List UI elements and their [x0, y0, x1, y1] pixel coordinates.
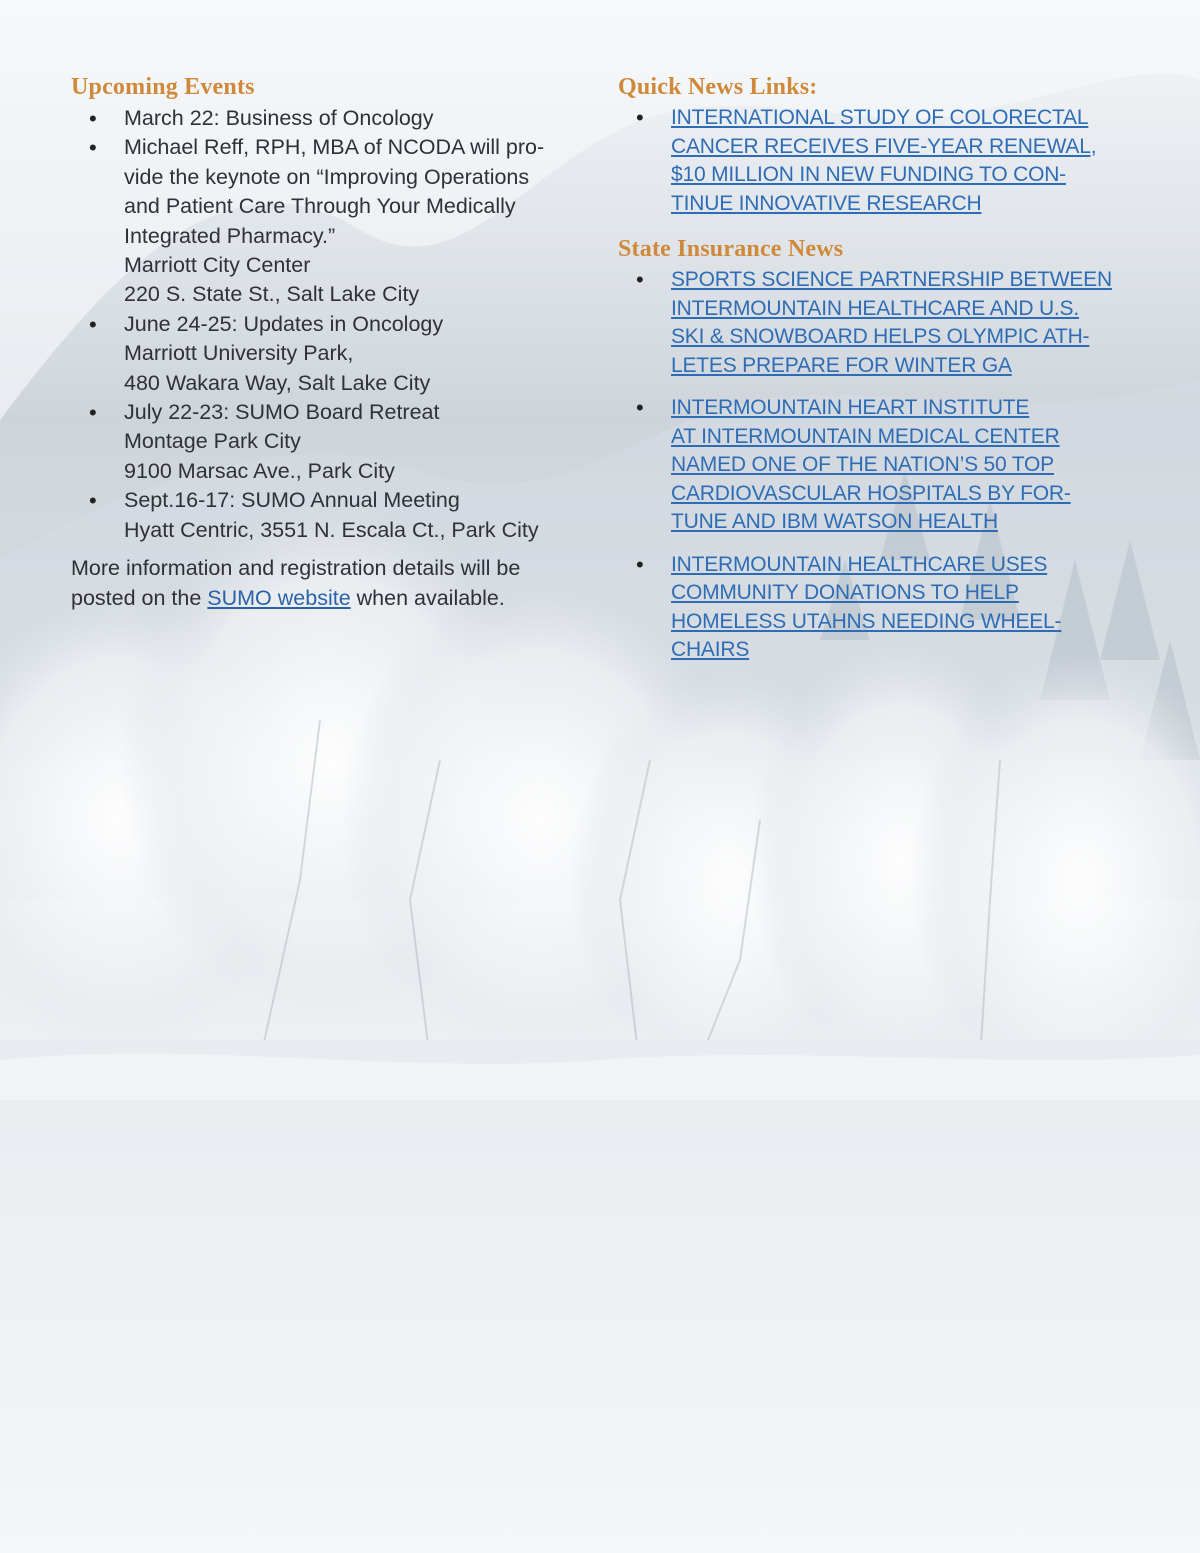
- link-line: INTERMOUNTAIN HEART INSTITUTE: [671, 396, 1030, 419]
- link-line: TINUE INNOVATIVE RESEARCH: [671, 191, 982, 215]
- news-section: [618, 70, 1163, 665]
- event-line: and Patient Care Through Your Medically: [124, 194, 516, 219]
- event-line: 9100 Marsac Ave., Park City: [124, 458, 395, 483]
- link-line: COMMUNITY DONATIONS TO HELP: [671, 581, 1019, 604]
- news-item: [618, 551, 1163, 665]
- more-info-prefix: posted on the: [71, 586, 208, 611]
- link-line: CARDIOVASCULAR HOSPITALS BY FOR-: [671, 481, 1071, 505]
- link-line: SPORTS SCIENCE PARTNERSHIP BETWEEN: [671, 268, 1112, 291]
- event-line: • March 22: Business of Oncology: [124, 106, 434, 130]
- state-insurance-list: [618, 266, 1163, 665]
- event-line: Hyatt Centric, 3551 N. Escala Ct., Park City: [124, 517, 539, 542]
- upcoming-events-heading: Upcoming Events: [71, 74, 255, 100]
- news-item: [618, 266, 1163, 380]
- link-line: CANCER RECEIVES FIVE-YEAR RENEWAL,: [671, 134, 1097, 158]
- news-item: [618, 104, 1163, 218]
- event-item: [71, 310, 586, 398]
- event-item: [71, 104, 586, 133]
- event-line: Integrated Pharmacy.”: [124, 223, 336, 248]
- link-line: HOMELESS UTAHNS NEEDING WHEEL-: [671, 609, 1062, 633]
- event-item: [71, 486, 586, 545]
- section-gap: [618, 218, 1163, 232]
- link-line: INTERMOUNTAIN HEALTHCARE USES: [671, 552, 1048, 576]
- state-insurance-heading: State Insurance News: [618, 236, 844, 262]
- more-info-suffix: when available.: [350, 586, 505, 611]
- link-line: LETES PREPARE FOR WINTER GA: [671, 353, 1012, 377]
- more-info-line: More information and registration details will be: [71, 556, 521, 581]
- event-item: [71, 133, 586, 309]
- link-line: TUNE AND IBM WATSON HEALTH: [671, 510, 998, 533]
- sumo-website-link[interactable]: SUMO website: [207, 586, 351, 611]
- more-info-text: [71, 553, 586, 613]
- event-line: 220 S. State St., Salt Lake City: [124, 282, 420, 307]
- news-link-heart-institute[interactable]: [671, 396, 1071, 533]
- link-line: $10 MILLION IN NEW FUNDING TO CON-: [671, 163, 1066, 186]
- upcoming-events-section: [71, 70, 586, 613]
- link-line: AT INTERMOUNTAIN MEDICAL CENTER: [671, 424, 1060, 448]
- link-line: NAMED ONE OF THE NATION’S 50 TOP: [671, 453, 1054, 476]
- quick-news-heading: Quick News Links:: [618, 74, 818, 100]
- quick-news-list: [618, 104, 1163, 218]
- link-line: SKI & SNOWBOARD HELPS OLYMPIC ATH-: [671, 325, 1090, 348]
- link-line: INTERMOUNTAIN HEALTHCARE AND U.S.: [671, 296, 1079, 320]
- news-link-sports-science[interactable]: [671, 268, 1112, 377]
- news-item: [618, 394, 1163, 537]
- event-line: 480 Wakara Way, Salt Lake City: [124, 370, 431, 395]
- event-line: Marriott City Center: [124, 253, 311, 278]
- event-item: [71, 398, 586, 486]
- event-line: Marriott University Park,: [124, 341, 354, 366]
- link-line: CHAIRS: [671, 638, 750, 661]
- news-link-wheelchairs[interactable]: [671, 553, 1061, 662]
- event-line: • July 22-23: SUMO Board Retreat: [124, 400, 440, 425]
- news-link-colorectal-study[interactable]: [671, 106, 1096, 215]
- event-line: • June 24-25: Updates in Oncology: [124, 311, 444, 336]
- event-line: • Michael Reff, RPH, MBA of NCODA will pro-: [124, 135, 545, 160]
- event-line: vide the keynote on “Improving Operations: [124, 164, 530, 189]
- event-line: Montage Park City: [124, 429, 301, 454]
- event-line: • Sept.16-17: SUMO Annual Meeting: [124, 488, 460, 513]
- events-list: [71, 104, 586, 545]
- link-line: INTERNATIONAL STUDY OF COLORECTAL: [671, 106, 1089, 129]
